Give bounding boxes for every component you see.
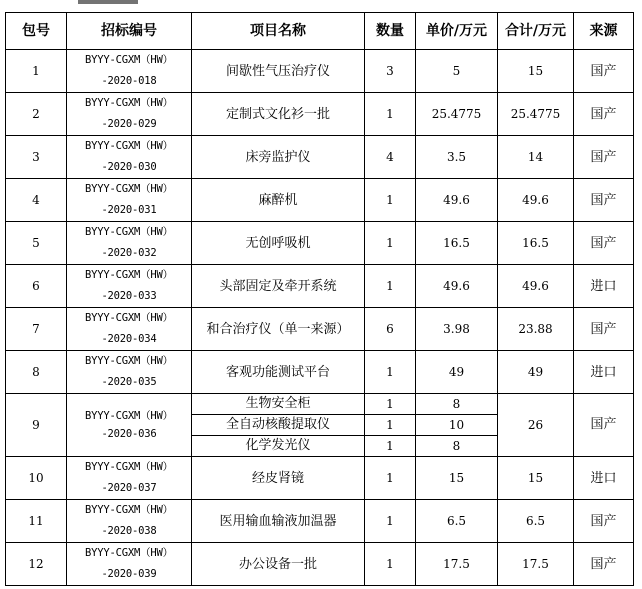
qty-cell: 3 [365,50,416,93]
total-cell: 49 [498,351,574,394]
table-row [6,179,634,222]
pkg-cell: 7 [6,308,67,351]
source-cell: 国产 [574,222,634,265]
unit-price-cell: 10 [416,415,498,436]
item-name-cell: 医用输血输液加温器 [192,500,365,543]
qty-cell: 1 [365,93,416,136]
tender-code-prefix: BYYY-CGXM（HW） [85,461,173,473]
tender-code-cell [67,543,192,586]
tender-code-number: -2020-035 [101,376,157,388]
table-row [6,136,634,179]
qty-cell: 4 [365,136,416,179]
tender-code-number: -2020-037 [101,482,157,494]
item-name-cell: 麻醉机 [192,179,365,222]
unit-price-cell: 6.5 [416,500,498,543]
qty-cell: 1 [365,543,416,586]
table-row [6,500,634,543]
qty-cell: 1 [365,222,416,265]
qty-cell: 1 [365,436,416,457]
total-cell: 14 [498,136,574,179]
pkg-cell: 10 [6,457,67,500]
tender-code-cell [67,265,192,308]
tender-code-prefix: BYYY-CGXM（HW） [85,504,173,516]
source-cell: 国产 [574,500,634,543]
item-name-cell: 经皮肾镜 [192,457,365,500]
tender-code-cell [67,351,192,394]
tender-code-prefix: BYYY-CGXM（HW） [85,140,173,152]
pkg-cell: 6 [6,265,67,308]
table-row [6,265,634,308]
total-cell: 49.6 [498,179,574,222]
header-name: 项目名称 [192,13,365,50]
tender-code-cell [67,308,192,351]
header-qty: 数量 [365,13,416,50]
tender-code-number: -2020-029 [101,118,157,130]
qty-cell: 1 [365,394,416,415]
total-cell: 16.5 [498,222,574,265]
unit-price-cell: 17.5 [416,543,498,586]
table-row [6,222,634,265]
total-cell: 25.4775 [498,93,574,136]
table-row [6,543,634,586]
pkg-cell: 5 [6,222,67,265]
tender-code-number: -2020-036 [101,428,157,440]
item-name-cell: 办公设备一批 [192,543,365,586]
source-cell: 国产 [574,179,634,222]
cropped-heading-fragment [78,0,138,4]
source-cell: 国产 [574,136,634,179]
table-row [6,50,634,93]
item-name-cell: 和合治疗仪（单一来源） [192,308,365,351]
tender-code-prefix: BYYY-CGXM（HW） [85,54,173,66]
source-cell: 国产 [574,50,634,93]
total-cell: 26 [498,394,574,457]
qty-cell: 1 [365,265,416,308]
unit-price-cell: 25.4775 [416,93,498,136]
unit-price-cell: 49.6 [416,179,498,222]
unit-price-cell: 5 [416,50,498,93]
unit-price-cell: 8 [416,436,498,457]
pkg-cell: 3 [6,136,67,179]
source-cell: 国产 [574,93,634,136]
source-cell: 国产 [574,394,634,457]
tender-code-number: -2020-034 [101,333,157,345]
unit-price-cell: 3.98 [416,308,498,351]
table-row [6,308,634,351]
pkg-cell: 4 [6,179,67,222]
tender-code-cell [67,457,192,500]
tender-code-prefix: BYYY-CGXM（HW） [85,183,173,195]
table-row-group-item [6,394,634,415]
item-name-cell: 全自动核酸提取仪 [192,415,365,436]
source-cell: 进口 [574,351,634,394]
pkg-cell: 11 [6,500,67,543]
item-name-cell: 无创呼吸机 [192,222,365,265]
tender-code-number: -2020-039 [101,568,157,580]
tender-code-prefix: BYYY-CGXM（HW） [85,410,173,422]
header-row [6,13,634,50]
qty-cell: 1 [365,415,416,436]
pkg-cell: 2 [6,93,67,136]
qty-cell: 6 [365,308,416,351]
unit-price-cell: 8 [416,394,498,415]
tender-code-prefix: BYYY-CGXM（HW） [85,269,173,281]
tender-code-number: -2020-018 [101,75,157,87]
tender-code-cell [67,50,192,93]
item-name-cell: 化学发光仪 [192,436,365,457]
header-code: 招标编号 [67,13,192,50]
table-row [6,457,634,500]
tender-code-prefix: BYYY-CGXM（HW） [85,355,173,367]
tender-code-number: -2020-033 [101,290,157,302]
total-cell: 23.88 [498,308,574,351]
total-cell: 17.5 [498,543,574,586]
tender-code-number: -2020-030 [101,161,157,173]
total-cell: 15 [498,50,574,93]
tender-code-prefix: BYYY-CGXM（HW） [85,312,173,324]
unit-price-cell: 3.5 [416,136,498,179]
source-cell: 进口 [574,457,634,500]
tender-code-prefix: BYYY-CGXM（HW） [85,97,173,109]
header-total: 合计/万元 [498,13,574,50]
tender-code-cell [67,179,192,222]
header-unit-price: 单价/万元 [416,13,498,50]
qty-cell: 1 [365,457,416,500]
tender-code-prefix: BYYY-CGXM（HW） [85,547,173,559]
tender-code-cell [67,500,192,543]
item-name-cell: 间歇性气压治疗仪 [192,50,365,93]
item-name-cell: 客观功能测试平台 [192,351,365,394]
pkg-cell: 12 [6,543,67,586]
source-cell: 国产 [574,543,634,586]
unit-price-cell: 49.6 [416,265,498,308]
tender-code-number: -2020-031 [101,204,157,216]
qty-cell: 1 [365,351,416,394]
item-name-cell: 生物安全柜 [192,394,365,415]
pkg-cell: 9 [6,394,67,457]
unit-price-cell: 15 [416,457,498,500]
tender-code-cell [67,222,192,265]
source-cell: 进口 [574,265,634,308]
tender-code-prefix: BYYY-CGXM（HW） [85,226,173,238]
table-row [6,351,634,394]
source-cell: 国产 [574,308,634,351]
pkg-cell: 8 [6,351,67,394]
table-row [6,93,634,136]
tender-code-cell [67,93,192,136]
header-pkg: 包号 [6,13,67,50]
item-name-cell: 定制式文化衫一批 [192,93,365,136]
item-name-cell: 床旁监护仪 [192,136,365,179]
qty-cell: 1 [365,500,416,543]
tender-code-cell [67,394,192,457]
procurement-table [5,12,634,586]
tender-code-cell [67,136,192,179]
unit-price-cell: 16.5 [416,222,498,265]
total-cell: 49.6 [498,265,574,308]
unit-price-cell: 49 [416,351,498,394]
tender-code-number: -2020-032 [101,247,157,259]
tender-code-number: -2020-038 [101,525,157,537]
pkg-cell: 1 [6,50,67,93]
total-cell: 6.5 [498,500,574,543]
header-source: 来源 [574,13,634,50]
item-name-cell: 头部固定及牵开系统 [192,265,365,308]
qty-cell: 1 [365,179,416,222]
total-cell: 15 [498,457,574,500]
